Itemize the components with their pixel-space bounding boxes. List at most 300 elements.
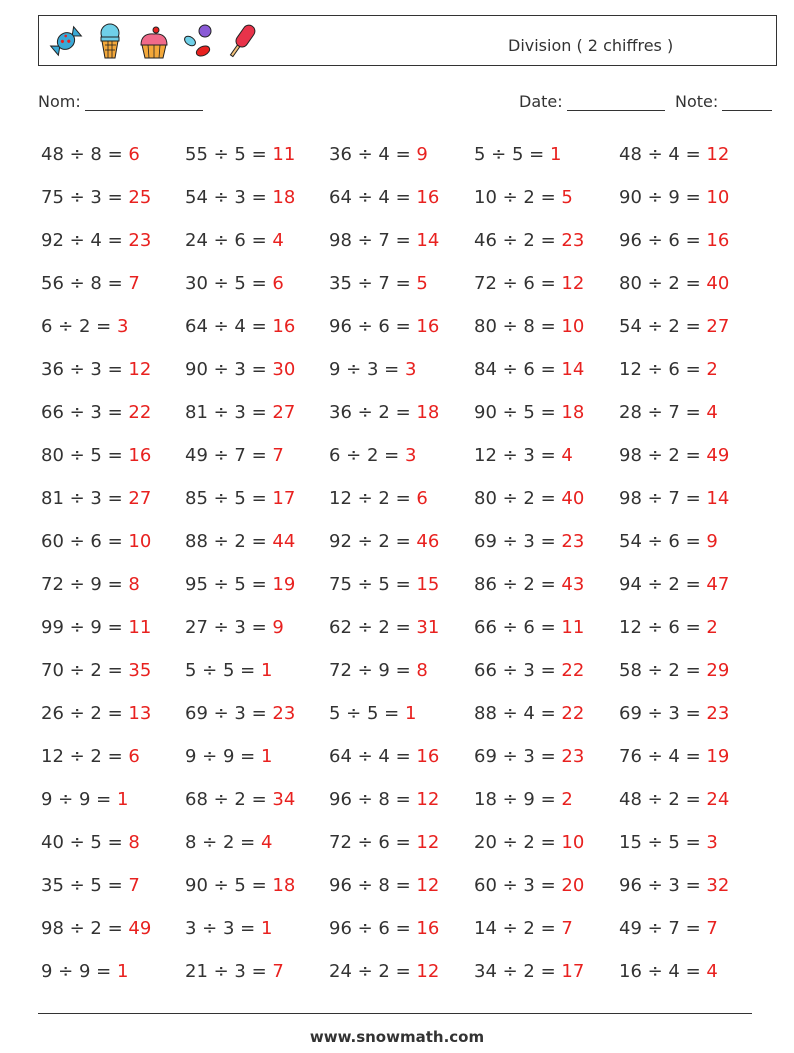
problem-answer: 19 xyxy=(706,746,730,767)
problem-question: 12 ÷ 6 = xyxy=(619,617,701,638)
problem-question: 98 ÷ 2 = xyxy=(41,918,123,939)
problem-item xyxy=(619,864,761,907)
problem-item xyxy=(185,477,329,520)
problem-item xyxy=(185,520,329,563)
problem-answer: 12 xyxy=(416,789,440,810)
problem-item xyxy=(474,391,619,434)
problem-question: 88 ÷ 2 = xyxy=(185,531,267,552)
problem-item xyxy=(474,305,619,348)
problem-question: 28 ÷ 7 = xyxy=(619,402,701,423)
problem-answer: 1 xyxy=(260,918,273,939)
problem-answer: 12 xyxy=(416,961,440,982)
problem-item xyxy=(329,563,474,606)
problem-item xyxy=(619,176,761,219)
problem-question: 94 ÷ 2 = xyxy=(619,574,701,595)
problem-item xyxy=(474,262,619,305)
problem-question: 90 ÷ 5 = xyxy=(474,402,556,423)
problem-question: 86 ÷ 2 = xyxy=(474,574,556,595)
problem-item xyxy=(185,305,329,348)
problem-question: 48 ÷ 2 = xyxy=(619,789,701,810)
problem-item xyxy=(329,864,474,907)
problem-item xyxy=(329,692,474,735)
problem-item xyxy=(329,649,474,692)
problem-item xyxy=(619,649,761,692)
problem-item xyxy=(474,477,619,520)
problem-item xyxy=(185,219,329,262)
problem-item xyxy=(329,262,474,305)
problem-answer: 40 xyxy=(706,273,730,294)
problem-item xyxy=(185,348,329,391)
candy-icon xyxy=(47,21,85,61)
problem-answer: 7 xyxy=(128,273,140,294)
problem-answer: 7 xyxy=(706,918,718,939)
problem-item xyxy=(185,262,329,305)
problem-item xyxy=(474,133,619,176)
problem-answer: 3 xyxy=(706,832,718,853)
problem-question: 12 ÷ 6 = xyxy=(619,359,701,380)
problem-question: 5 ÷ 5 = xyxy=(329,703,400,724)
problem-question: 3 ÷ 3 = xyxy=(185,918,256,939)
problem-answer: 6 xyxy=(272,273,284,294)
name-label: Nom: xyxy=(38,92,81,111)
candies-icon xyxy=(179,21,217,61)
problem-answer: 8 xyxy=(416,660,428,681)
problem-question: 96 ÷ 6 = xyxy=(619,230,701,251)
problem-item xyxy=(41,907,185,950)
problem-answer: 44 xyxy=(272,531,296,552)
problem-item xyxy=(474,434,619,477)
problem-question: 72 ÷ 6 = xyxy=(329,832,411,853)
problem-question: 16 ÷ 4 = xyxy=(619,961,701,982)
problem-question: 5 ÷ 5 = xyxy=(185,660,256,681)
problem-question: 6 ÷ 2 = xyxy=(41,316,112,337)
problem-answer: 3 xyxy=(404,359,417,380)
problem-answer: 10 xyxy=(561,316,585,337)
score-label: Note: xyxy=(675,92,719,111)
problem-item xyxy=(619,520,761,563)
problem-answer: 19 xyxy=(272,574,296,595)
problem-question: 84 ÷ 6 = xyxy=(474,359,556,380)
problem-question: 96 ÷ 8 = xyxy=(329,789,411,810)
problem-answer: 23 xyxy=(706,703,730,724)
problem-item xyxy=(474,563,619,606)
problem-question: 60 ÷ 3 = xyxy=(474,875,556,896)
problem-answer: 47 xyxy=(706,574,730,595)
problem-answer: 16 xyxy=(416,918,440,939)
problem-answer: 8 xyxy=(128,574,140,595)
problem-answer: 34 xyxy=(272,789,296,810)
date-field xyxy=(519,92,665,111)
problem-item xyxy=(185,735,329,778)
problem-answer: 1 xyxy=(116,961,129,982)
problem-item xyxy=(474,219,619,262)
problem-item xyxy=(41,133,185,176)
problem-answer: 14 xyxy=(561,359,585,380)
problem-answer: 12 xyxy=(416,832,440,853)
score-blank xyxy=(722,94,772,111)
problem-question: 66 ÷ 6 = xyxy=(474,617,556,638)
problem-item xyxy=(329,821,474,864)
worksheet-title: Division ( 2 chiffres ) xyxy=(508,36,674,55)
problem-question: 85 ÷ 5 = xyxy=(185,488,267,509)
problem-question: 21 ÷ 3 = xyxy=(185,961,267,982)
problem-question: 54 ÷ 2 = xyxy=(619,316,701,337)
problem-question: 64 ÷ 4 = xyxy=(329,187,411,208)
problem-item xyxy=(474,520,619,563)
problem-question: 69 ÷ 3 = xyxy=(474,531,556,552)
problem-question: 96 ÷ 8 = xyxy=(329,875,411,896)
problem-question: 54 ÷ 3 = xyxy=(185,187,267,208)
problem-answer: 27 xyxy=(128,488,152,509)
problem-answer: 10 xyxy=(128,531,152,552)
problem-item xyxy=(329,606,474,649)
problem-item xyxy=(41,348,185,391)
problem-answer: 27 xyxy=(272,402,296,423)
problem-item xyxy=(619,950,761,993)
problem-item xyxy=(41,606,185,649)
problem-answer: 18 xyxy=(561,402,585,423)
problem-item xyxy=(329,176,474,219)
problem-item xyxy=(185,778,329,821)
problem-answer: 4 xyxy=(260,832,273,853)
problem-item xyxy=(41,735,185,778)
problem-item xyxy=(185,434,329,477)
date-blank xyxy=(567,94,665,111)
problem-question: 49 ÷ 7 = xyxy=(619,918,701,939)
problem-answer: 16 xyxy=(128,445,152,466)
problem-answer: 40 xyxy=(561,488,585,509)
problem-answer: 2 xyxy=(706,359,718,380)
problem-answer: 18 xyxy=(416,402,440,423)
problem-item xyxy=(329,477,474,520)
problem-item xyxy=(185,176,329,219)
problem-answer: 49 xyxy=(706,445,730,466)
problem-answer: 17 xyxy=(272,488,296,509)
problem-question: 27 ÷ 3 = xyxy=(185,617,267,638)
problem-item xyxy=(329,950,474,993)
problem-question: 56 ÷ 8 = xyxy=(41,273,123,294)
problem-question: 54 ÷ 6 = xyxy=(619,531,701,552)
problem-question: 9 ÷ 9 = xyxy=(41,961,112,982)
problem-answer: 13 xyxy=(128,703,152,724)
problem-answer: 25 xyxy=(128,187,152,208)
problem-question: 90 ÷ 3 = xyxy=(185,359,267,380)
problem-question: 34 ÷ 2 = xyxy=(474,961,556,982)
problem-answer: 7 xyxy=(272,445,284,466)
problem-item xyxy=(41,821,185,864)
problem-answer: 4 xyxy=(706,961,718,982)
problem-answer: 17 xyxy=(561,961,585,982)
problem-item xyxy=(619,133,761,176)
problem-answer: 6 xyxy=(416,488,428,509)
problem-answer: 7 xyxy=(561,918,573,939)
problem-question: 64 ÷ 4 = xyxy=(329,746,411,767)
problem-answer: 1 xyxy=(404,703,417,724)
problem-item xyxy=(329,907,474,950)
problem-question: 36 ÷ 2 = xyxy=(329,402,411,423)
problem-question: 96 ÷ 6 = xyxy=(329,918,411,939)
problem-answer: 4 xyxy=(272,230,284,251)
problem-item xyxy=(185,950,329,993)
name-blank xyxy=(85,94,203,111)
problem-question: 18 ÷ 9 = xyxy=(474,789,556,810)
problem-item xyxy=(474,778,619,821)
problem-answer: 16 xyxy=(416,746,440,767)
problem-question: 35 ÷ 5 = xyxy=(41,875,123,896)
problem-answer: 9 xyxy=(416,144,428,165)
problem-item xyxy=(329,520,474,563)
problem-question: 26 ÷ 2 = xyxy=(41,703,123,724)
problem-item xyxy=(474,348,619,391)
problem-item xyxy=(41,649,185,692)
problem-answer: 4 xyxy=(561,445,573,466)
problem-item xyxy=(619,606,761,649)
problem-answer: 1 xyxy=(260,746,273,767)
problem-question: 80 ÷ 5 = xyxy=(41,445,123,466)
problem-question: 15 ÷ 5 = xyxy=(619,832,701,853)
problem-answer: 9 xyxy=(272,617,284,638)
problem-item xyxy=(41,692,185,735)
problem-answer: 32 xyxy=(706,875,730,896)
problem-question: 81 ÷ 3 = xyxy=(185,402,267,423)
problem-item xyxy=(185,821,329,864)
problem-item xyxy=(474,821,619,864)
problem-question: 81 ÷ 3 = xyxy=(41,488,123,509)
problem-answer: 18 xyxy=(272,187,296,208)
problem-answer: 14 xyxy=(706,488,730,509)
problem-item xyxy=(474,692,619,735)
problem-answer: 15 xyxy=(416,574,440,595)
problem-answer: 8 xyxy=(128,832,140,853)
problem-question: 8 ÷ 2 = xyxy=(185,832,256,853)
footer-url: www.snowmath.com xyxy=(309,1028,485,1046)
problem-answer: 7 xyxy=(128,875,140,896)
problem-item xyxy=(41,391,185,434)
problem-question: 72 ÷ 9 = xyxy=(41,574,123,595)
problem-question: 96 ÷ 6 = xyxy=(329,316,411,337)
problem-answer: 1 xyxy=(549,144,562,165)
problem-item xyxy=(185,649,329,692)
problem-item xyxy=(41,219,185,262)
problem-question: 55 ÷ 5 = xyxy=(185,144,267,165)
problem-item xyxy=(329,305,474,348)
problem-item xyxy=(185,133,329,176)
problem-answer: 35 xyxy=(128,660,152,681)
problem-question: 80 ÷ 2 = xyxy=(619,273,701,294)
problem-item xyxy=(474,864,619,907)
problem-question: 9 ÷ 9 = xyxy=(185,746,256,767)
problem-question: 12 ÷ 2 = xyxy=(41,746,123,767)
problem-answer: 12 xyxy=(561,273,585,294)
problem-item xyxy=(41,520,185,563)
problem-question: 12 ÷ 3 = xyxy=(474,445,556,466)
popsicle-icon xyxy=(223,21,261,61)
problem-answer: 23 xyxy=(561,746,585,767)
problem-answer: 16 xyxy=(272,316,296,337)
problem-question: 90 ÷ 9 = xyxy=(619,187,701,208)
problem-item xyxy=(619,907,761,950)
problem-question: 60 ÷ 6 = xyxy=(41,531,123,552)
problem-question: 64 ÷ 4 = xyxy=(185,316,267,337)
problem-grid xyxy=(41,133,761,993)
problem-item xyxy=(619,821,761,864)
problem-item xyxy=(474,735,619,778)
problem-answer: 29 xyxy=(706,660,730,681)
problem-question: 6 ÷ 2 = xyxy=(329,445,400,466)
problem-question: 69 ÷ 3 = xyxy=(619,703,701,724)
problem-item xyxy=(474,606,619,649)
problem-answer: 43 xyxy=(561,574,585,595)
problem-question: 48 ÷ 8 = xyxy=(41,144,123,165)
problem-question: 66 ÷ 3 = xyxy=(41,402,123,423)
problem-answer: 5 xyxy=(561,187,573,208)
problem-answer: 31 xyxy=(416,617,440,638)
problem-answer: 46 xyxy=(416,531,440,552)
problem-question: 72 ÷ 9 = xyxy=(329,660,411,681)
problem-question: 95 ÷ 5 = xyxy=(185,574,267,595)
score-field xyxy=(675,92,772,111)
problem-question: 30 ÷ 5 = xyxy=(185,273,267,294)
problem-question: 35 ÷ 7 = xyxy=(329,273,411,294)
problem-item xyxy=(619,219,761,262)
problem-item xyxy=(619,735,761,778)
problem-item xyxy=(329,434,474,477)
problem-question: 20 ÷ 2 = xyxy=(474,832,556,853)
problem-question: 24 ÷ 2 = xyxy=(329,961,411,982)
problem-item xyxy=(41,563,185,606)
problem-answer: 7 xyxy=(272,961,284,982)
problem-item xyxy=(185,563,329,606)
problem-answer: 49 xyxy=(128,918,152,939)
problem-item xyxy=(329,133,474,176)
problem-answer: 23 xyxy=(272,703,296,724)
problem-question: 75 ÷ 3 = xyxy=(41,187,123,208)
problem-answer: 12 xyxy=(706,144,730,165)
problem-answer: 14 xyxy=(416,230,440,251)
problem-question: 9 ÷ 3 = xyxy=(329,359,400,380)
problem-answer: 23 xyxy=(128,230,152,251)
icon-strip xyxy=(47,21,261,61)
problem-answer: 30 xyxy=(272,359,296,380)
problem-question: 92 ÷ 4 = xyxy=(41,230,123,251)
problem-item xyxy=(41,434,185,477)
problem-answer: 1 xyxy=(260,660,273,681)
problem-item xyxy=(41,477,185,520)
problem-answer: 24 xyxy=(706,789,730,810)
problem-answer: 9 xyxy=(706,531,718,552)
problem-answer: 16 xyxy=(706,230,730,251)
problem-answer: 3 xyxy=(404,445,417,466)
problem-item xyxy=(185,692,329,735)
problem-answer: 11 xyxy=(561,617,585,638)
problem-answer: 23 xyxy=(561,531,585,552)
problem-question: 49 ÷ 7 = xyxy=(185,445,267,466)
ice-cream-icon xyxy=(91,21,129,61)
problem-question: 92 ÷ 2 = xyxy=(329,531,411,552)
problem-question: 69 ÷ 3 = xyxy=(185,703,267,724)
problem-question: 9 ÷ 9 = xyxy=(41,789,112,810)
footer-rule xyxy=(38,1013,752,1014)
problem-item xyxy=(474,176,619,219)
problem-item xyxy=(619,391,761,434)
problem-answer: 3 xyxy=(116,316,129,337)
problem-item xyxy=(619,563,761,606)
problem-item xyxy=(185,864,329,907)
problem-item xyxy=(619,305,761,348)
problem-item xyxy=(41,864,185,907)
problem-item xyxy=(619,434,761,477)
problem-question: 36 ÷ 3 = xyxy=(41,359,123,380)
problem-answer: 12 xyxy=(416,875,440,896)
problem-answer: 23 xyxy=(561,230,585,251)
problem-question: 96 ÷ 3 = xyxy=(619,875,701,896)
problem-answer: 16 xyxy=(416,316,440,337)
problem-item xyxy=(619,262,761,305)
problem-item xyxy=(41,305,185,348)
problem-question: 10 ÷ 2 = xyxy=(474,187,556,208)
problem-item xyxy=(41,262,185,305)
problem-item xyxy=(474,950,619,993)
problem-question: 98 ÷ 7 = xyxy=(619,488,701,509)
problem-question: 40 ÷ 5 = xyxy=(41,832,123,853)
problem-question: 66 ÷ 3 = xyxy=(474,660,556,681)
problem-answer: 20 xyxy=(561,875,585,896)
problem-item xyxy=(619,477,761,520)
problem-answer: 4 xyxy=(706,402,718,423)
problem-item xyxy=(329,391,474,434)
problem-item xyxy=(41,176,185,219)
cupcake-icon xyxy=(135,21,173,61)
problem-answer: 16 xyxy=(416,187,440,208)
problem-answer: 11 xyxy=(272,144,296,165)
problem-item xyxy=(329,735,474,778)
problem-item xyxy=(41,778,185,821)
problem-item xyxy=(329,348,474,391)
problem-item xyxy=(474,649,619,692)
problem-answer: 11 xyxy=(128,617,152,638)
problem-question: 5 ÷ 5 = xyxy=(474,144,545,165)
problem-question: 98 ÷ 2 = xyxy=(619,445,701,466)
problem-question: 70 ÷ 2 = xyxy=(41,660,123,681)
problem-item xyxy=(185,391,329,434)
problem-question: 88 ÷ 4 = xyxy=(474,703,556,724)
problem-answer: 22 xyxy=(128,402,152,423)
problem-answer: 12 xyxy=(128,359,152,380)
problem-question: 80 ÷ 2 = xyxy=(474,488,556,509)
problem-question: 76 ÷ 4 = xyxy=(619,746,701,767)
problem-answer: 6 xyxy=(128,746,140,767)
problem-question: 80 ÷ 8 = xyxy=(474,316,556,337)
problem-answer: 22 xyxy=(561,703,585,724)
problem-answer: 18 xyxy=(272,875,296,896)
problem-item xyxy=(329,778,474,821)
problem-question: 98 ÷ 7 = xyxy=(329,230,411,251)
problem-answer: 22 xyxy=(561,660,585,681)
name-field xyxy=(38,92,203,111)
problem-question: 69 ÷ 3 = xyxy=(474,746,556,767)
problem-item xyxy=(619,778,761,821)
date-label: Date: xyxy=(519,92,563,111)
problem-question: 58 ÷ 2 = xyxy=(619,660,701,681)
problem-answer: 10 xyxy=(706,187,730,208)
problem-item xyxy=(619,348,761,391)
problem-answer: 10 xyxy=(561,832,585,853)
problem-answer: 2 xyxy=(561,789,573,810)
problem-question: 90 ÷ 5 = xyxy=(185,875,267,896)
problem-answer: 6 xyxy=(128,144,140,165)
problem-item xyxy=(41,950,185,993)
problem-item xyxy=(619,692,761,735)
